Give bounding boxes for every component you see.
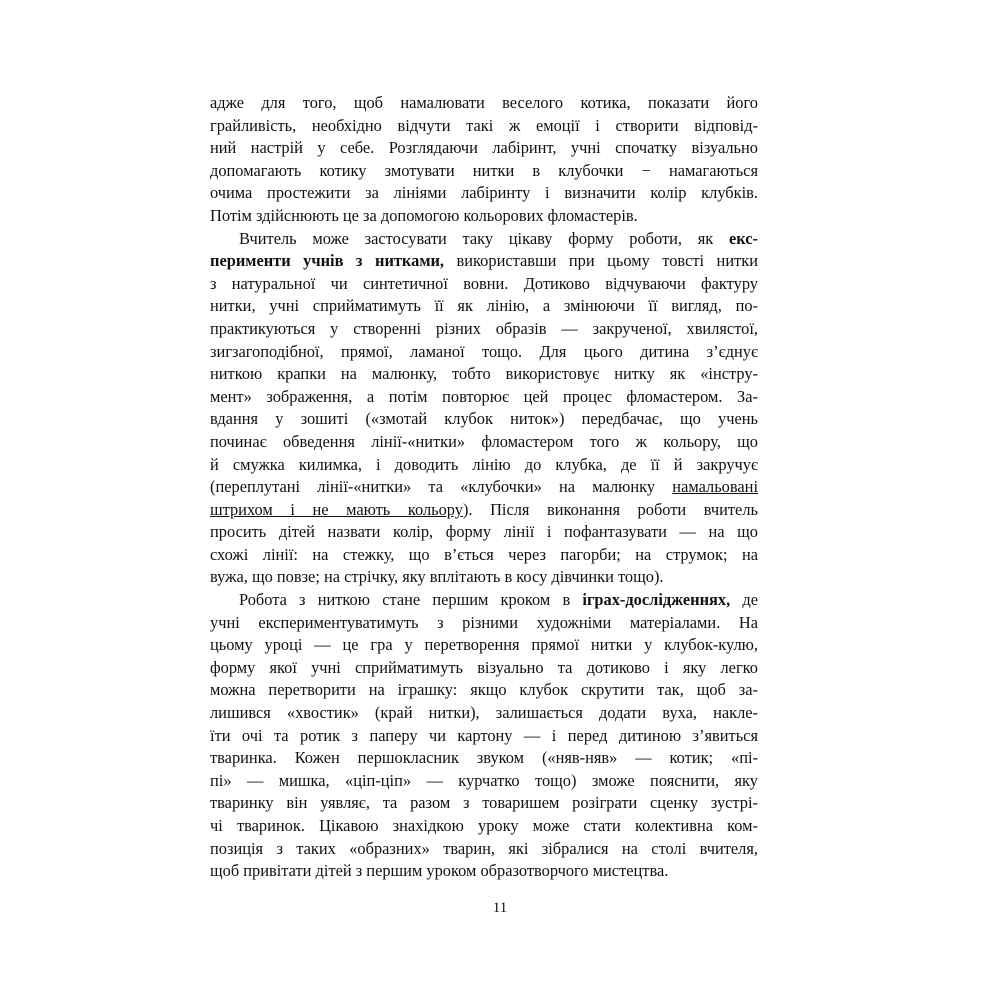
text-line <box>210 341 758 364</box>
body-text <box>210 92 758 883</box>
text-segment: де <box>730 590 758 610</box>
text-line <box>210 295 758 318</box>
text-line <box>210 431 758 454</box>
text-line <box>210 544 758 567</box>
text-line <box>210 792 758 815</box>
text-line <box>210 408 758 431</box>
text-segment: ниткою крапки на малюнку, тобто використовує нитку як «інстру- <box>210 364 758 384</box>
text-segment: починає обведення лінії-«нитки» фломастером того ж кольору, що <box>210 431 758 451</box>
bold-term: перименти учнів з нитками, <box>210 251 445 271</box>
text-segment: учні експериментуватимуть з різними художніми матеріалами. На <box>210 612 758 632</box>
text-line <box>210 566 758 589</box>
text-line <box>210 205 758 228</box>
text-segment: зигзагоподібної, прямої, ламаної тощо. Для цього дитина з’єднує <box>210 341 758 361</box>
text-line <box>210 634 758 657</box>
underlined-text: штрихом і не мають кольору <box>210 499 463 519</box>
text-segment: вдання у зошиті («змотай клубок ниток») передбачає, що учень <box>210 409 758 429</box>
text-segment: з натуральної чи синтетичної вовни. Дотиково відчуваючи фактуру <box>210 273 758 293</box>
text-segment: просить дітей назвати колір, форму лінії і пофантазувати — на що <box>210 522 758 542</box>
text-segment: й смужка килимка, і доводить лінію до клубка, де її й закручує <box>210 454 758 474</box>
text-line <box>210 589 758 612</box>
text-line <box>210 160 758 183</box>
text-line <box>210 115 758 138</box>
text-line <box>210 228 758 251</box>
text-line <box>210 679 758 702</box>
text-line <box>210 137 758 160</box>
text-segment: вужа, що повзе; на стрічку, яку вплітають в косу дівчинки тощо). <box>210 567 664 587</box>
text-segment: щоб привітати дітей з першим уроком образотворчого мистецтва. <box>210 861 669 881</box>
text-segment: використавши при цьому товсті нитки <box>444 251 758 271</box>
text-line <box>210 92 758 115</box>
text-segment: їти очі та ротик з паперу чи картону — і перед дитиною з’явиться <box>210 725 758 745</box>
text-line <box>210 838 758 861</box>
text-segment: практикуються у створенні різних образів — закрученої, хвилястої, <box>210 318 758 338</box>
text-line <box>210 499 758 522</box>
text-segment: тваринку він уявляє, та разом з товаришем розіграти сценку зустрі- <box>210 793 758 813</box>
text-line <box>210 815 758 838</box>
bold-term: екс- <box>728 228 758 248</box>
text-segment: позиція з таких «образних» тварин, які зібралися на столі вчителя, <box>210 838 758 858</box>
text-segment: ний настрій у себе. Розглядаючи лабіринт, учні спочатку візуально <box>210 138 758 158</box>
text-segment: допомагають котику змотувати нитки в клубочки − намагаються <box>210 160 758 180</box>
text-line <box>210 612 758 635</box>
text-line <box>210 454 758 477</box>
text-line <box>210 476 758 499</box>
text-line <box>210 182 758 205</box>
text-segment: Робота з ниткою стане першим кроком в <box>239 590 583 610</box>
text-segment: схожі лінії: на стежку, що в’ється через пагорби; на струмок; на <box>210 544 758 564</box>
text-segment: нитки, учні сприйматимуть її як лінію, а змінюючи її вигляд, по- <box>210 296 758 316</box>
text-segment: лишився «хвостик» (край нитки), залишається додати вуха, накле- <box>210 703 758 723</box>
text-segment: Потім здійснюють це за допомогою кольорових фломастерів. <box>210 205 638 225</box>
text-line <box>210 725 758 748</box>
text-segment: грайливість, необхідно відчути такі ж емоції і створити відповід- <box>210 115 758 135</box>
text-segment: тваринка. Кожен першокласник звуком («няв-няв» — котик; «пі- <box>210 748 758 768</box>
text-segment: Вчитель може застосувати таку цікаву форму роботи, як <box>239 228 729 248</box>
text-segment: форму якої учні сприйматимуть візуально та дотиково і яку легко <box>210 657 758 677</box>
text-line <box>210 273 758 296</box>
text-segment: ). Після виконання роботи вчитель <box>462 499 758 519</box>
underlined-text: намальовані <box>672 477 758 497</box>
bold-term: іграх-дослідженнях, <box>582 590 731 610</box>
text-segment: (переплутані лінії-«нитки» та «клубочки» на малюнку <box>210 477 673 497</box>
text-segment: чі тваринок. Цікавою знахідкою уроку може стати колективна ком- <box>210 816 758 835</box>
text-line <box>210 250 758 273</box>
text-segment: очима простежити за лініями лабіринту і визначити колір клубків. <box>210 183 758 203</box>
text-line <box>210 386 758 409</box>
text-line <box>210 521 758 544</box>
text-line <box>210 770 758 793</box>
text-segment: адже для того, щоб намалювати веселого котика, показати його <box>210 93 758 112</box>
text-line <box>210 657 758 680</box>
text-line <box>210 702 758 725</box>
text-segment: можна перетворити на іграшку: якщо клубок скрутити так, щоб за- <box>210 680 758 700</box>
page-number: 11 <box>492 900 508 916</box>
text-segment: мент» зображення, а потім повторює цей процес фломастером. За- <box>210 386 758 406</box>
text-segment: цьому уроці — це гра у перетворення прямої нитки у клубок-кулю, <box>210 635 758 655</box>
text-line <box>210 318 758 341</box>
text-segment: пі» — мишка, «ціп-ціп» — курчатко тощо) зможе пояснити, яку <box>210 770 758 790</box>
text-line <box>210 363 758 386</box>
text-line <box>210 747 758 770</box>
text-line <box>210 860 758 883</box>
